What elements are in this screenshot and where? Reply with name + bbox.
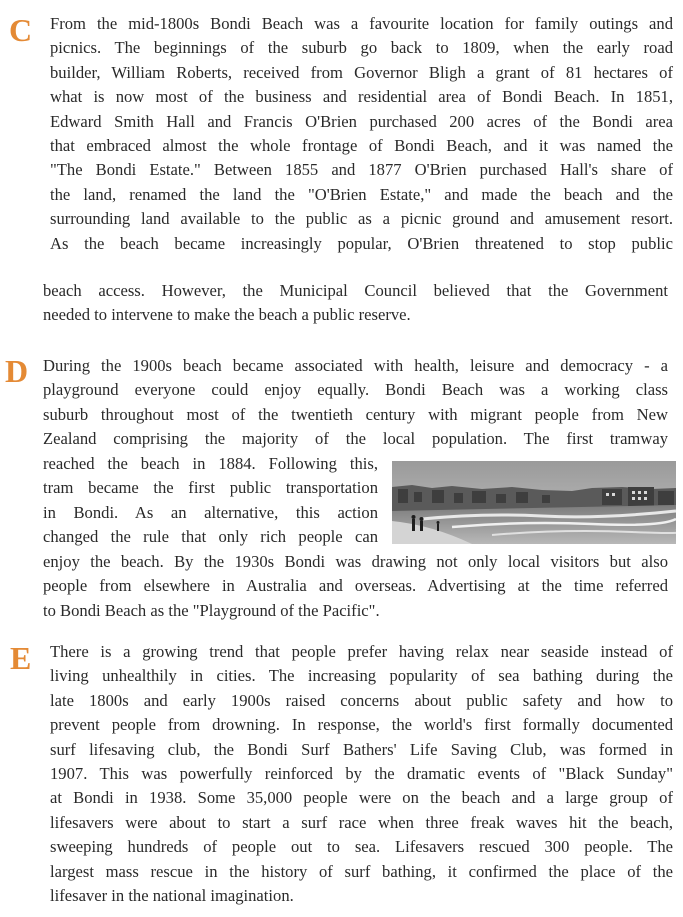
text-line: changed the rule that only rich people can [43,527,378,547]
text-line: "The Bondi Estate." Between 1855 and 1877 O'Brien purchased Hall's share of [50,160,673,180]
text-line: largest mass rescue in the history of surf bathing, it confirmed the place of the [50,861,673,881]
text-line: reached the beach in 1884. Following this, [43,454,378,473]
text-line: picnics. The beginnings of the suburb go back to 1809, when the early road [50,38,673,58]
section-letter-c: C [9,12,33,48]
text-line: that embraced almost the whole frontage of Bondi Beach, and it was named the [50,136,673,156]
section-letter-d: D [5,353,29,389]
text-line: lifesaver in the national imagination. [50,886,294,906]
section-letter-e: E [10,640,32,676]
text-line: in Bondi. As an alternative, this action [43,502,378,522]
text-line: surrounding land available to the public as a picnic ground and amusement resort. [50,209,673,229]
text-line: the land, renamed the land the "O'Brien Estate," and made the beach and the [50,184,673,204]
paragraph-c [50,12,673,256]
text-line: As the beach became increasingly popular, O'Brien threatened to stop public [50,233,673,253]
text-line: needed to intervene to make the beach a public reserve. [43,305,411,325]
text-line: Zealand comprising the majority of the local population. The first tramway [43,429,668,449]
text-line: suburb throughout most of the twentieth century with migrant people from New [43,404,668,424]
text-line: lifesavers were about to start a surf race when three freak waves hit the beach, [50,812,673,832]
text-line: sweeping hundreds of people out to sea. Lifesavers rescued 300 people. The [50,837,673,857]
text-line: Edward Smith Hall and Francis O'Brien purchased 200 acres of the Bondi area [50,111,673,131]
text-line: what is now most of the business and residential area of Bondi Beach. In 1851, [50,87,673,107]
text-line: playground everyone could enjoy equally. Bondi Beach was a working class [43,380,668,400]
text-line: builder, William Roberts, received from Governor Bligh a grant of 81 hectares of [50,62,673,82]
text-line: at Bondi in 1938. Some 35,000 people were on the beach and a large group of [50,788,673,808]
text-line: From the mid-1800s Bondi Beach was a favourite location for family outings and [50,14,673,33]
text-line: beach access. However, the Municipal Council believed that the Government [43,281,668,300]
paragraph-c-continuation [43,279,668,328]
text-line: late 1800s and early 1900s raised concerns about public safety and how to [50,690,673,710]
paragraph-d-tail [43,550,668,623]
bondi-beach-photo [392,461,676,544]
paragraph-e [50,640,673,908]
text-line: surf lifesaving club, the Bondi Surf Bathers' Life Saving Club, was formed in [50,739,673,759]
paragraph-d-wrap [43,452,378,550]
text-line: living unhealthily in cities. The increasing popularity of sea bathing during the [50,666,673,686]
text-line: prevent people from drowning. In response, the world's first formally documented [50,715,673,735]
text-line: 1907. This was powerfully reinforced by the dramatic events of "Black Sunday" [50,764,673,784]
text-line: to Bondi Beach as the "Playground of the Pacific". [43,600,380,620]
paragraph-d [43,354,668,452]
text-line: people from elsewhere in Australia and overseas. Advertising at the time referred [43,576,668,596]
text-line: enjoy the beach. By the 1930s Bondi was drawing not only local visitors but also [43,552,668,571]
text-line: There is a growing trend that people prefer having relax near seaside instead of [50,642,673,661]
text-line: tram became the first public transportation [43,478,378,498]
text-line: During the 1900s beach became associated with health, leisure and democracy - a [43,356,668,375]
